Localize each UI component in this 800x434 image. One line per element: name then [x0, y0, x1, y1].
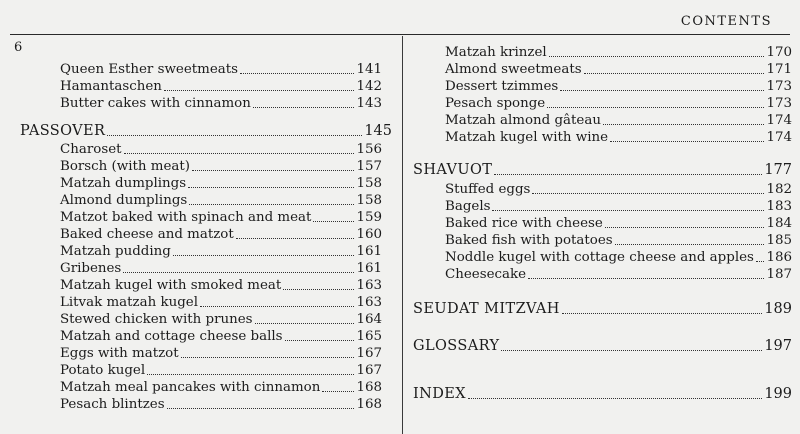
toc-entry-page: 167 — [356, 363, 382, 378]
toc-section-entry — [413, 301, 792, 318]
toc-entry-page: 197 — [764, 338, 792, 354]
toc-entry — [60, 328, 382, 345]
dot-leader — [615, 243, 765, 245]
toc-entry-title: Matzah almond gâteau — [445, 113, 601, 128]
toc-entry-title: Matzah meal pancakes with cinnamon — [60, 380, 321, 395]
toc-entry-title: SEUDAT MITZVAH — [413, 301, 560, 317]
toc-entry-title: Noddle kugel with cottage cheese and apples — [445, 250, 754, 265]
toc-entry-page: 186 — [766, 250, 792, 265]
dot-leader — [240, 72, 354, 74]
dot-leader — [188, 186, 354, 188]
toc-entry — [60, 209, 382, 226]
toc-entry-page: 142 — [356, 79, 382, 94]
dot-leader — [164, 89, 355, 91]
toc-entry-title: Potato kugel — [60, 363, 146, 378]
toc-section-entry — [413, 338, 792, 355]
toc-entry-page: 171 — [766, 62, 792, 77]
dot-leader — [501, 349, 762, 351]
dot-leader — [322, 390, 354, 392]
toc-entry-title: Hamantaschen — [60, 79, 162, 94]
dot-leader — [236, 237, 355, 239]
toc-entry-page: 185 — [766, 233, 792, 248]
dot-leader — [313, 220, 354, 222]
toc-entry-page: 189 — [764, 301, 792, 317]
dot-leader — [610, 140, 764, 142]
dot-leader — [528, 277, 764, 279]
toc-entry-title: Litvak matzah kugel — [60, 295, 198, 310]
toc-entry-title: INDEX — [413, 386, 466, 402]
toc-entry-page: 163 — [356, 278, 382, 293]
toc-entry-page: 164 — [356, 312, 382, 327]
toc-entry-page: 184 — [766, 216, 792, 231]
dot-leader — [562, 312, 762, 314]
toc-entry-title: Cheesecake — [445, 267, 527, 282]
toc-entry-page: 174 — [766, 130, 792, 145]
toc-entry-title: Matzah kugel with wine — [445, 130, 609, 145]
toc-entry-page: 163 — [356, 295, 382, 310]
toc-entry-page: 158 — [356, 193, 382, 208]
toc-entry-title: SHAVUOT — [413, 162, 493, 178]
toc-entry-title: PASSOVER — [20, 123, 106, 139]
toc-entry — [445, 112, 792, 129]
toc-entry-page: 160 — [356, 227, 382, 242]
dot-leader — [756, 260, 765, 262]
toc-entry — [445, 266, 792, 283]
toc-entry — [445, 215, 792, 232]
dot-leader — [547, 106, 764, 108]
dot-leader — [167, 407, 355, 409]
toc-entry — [60, 78, 382, 95]
toc-entry-page: 174 — [766, 113, 792, 128]
toc-entry-title: Butter cakes with cinnamon — [60, 96, 251, 111]
toc-entry-title: Matzah kugel with smoked meat — [60, 278, 282, 293]
toc-entry-page: 167 — [356, 346, 382, 361]
dot-leader — [200, 305, 354, 307]
toc-entry-page: 156 — [356, 142, 382, 157]
toc-entry-page: 143 — [356, 96, 382, 111]
dot-leader — [532, 192, 764, 194]
toc-entry-page: 173 — [766, 79, 792, 94]
toc-entry — [60, 277, 382, 294]
toc-entry — [60, 311, 382, 328]
running-head: CONTENTS — [680, 14, 772, 29]
dot-leader — [255, 322, 355, 324]
toc-entry — [60, 95, 382, 112]
column-divider — [402, 36, 403, 434]
toc-entry-title: Gribenes — [60, 261, 122, 276]
toc-entry — [445, 44, 792, 61]
toc-entry-page: 182 — [766, 182, 792, 197]
dot-leader — [283, 288, 354, 290]
toc-entry — [60, 294, 382, 311]
toc-entry-title: Baked cheese and matzot — [60, 227, 234, 242]
toc-entry-page: 183 — [766, 199, 792, 214]
dot-leader — [123, 271, 354, 273]
toc-entry-page: 145 — [364, 123, 392, 139]
toc-entry — [60, 175, 382, 192]
toc-entry — [60, 379, 382, 396]
toc-entry-title: Matzah pudding — [60, 244, 171, 259]
toc-entry-page: 177 — [764, 162, 792, 178]
toc-entry — [445, 198, 792, 215]
dot-leader — [468, 397, 762, 399]
toc-entry-page: 170 — [766, 45, 792, 60]
toc-entry-page: 157 — [356, 159, 382, 174]
toc-entry-title: Dessert tzimmes — [445, 79, 559, 94]
toc-entry — [60, 362, 382, 379]
dot-leader — [560, 89, 764, 91]
toc-entry-title: Matzot baked with spinach and meat — [60, 210, 312, 225]
dot-leader — [107, 134, 362, 136]
dot-leader — [181, 356, 355, 358]
toc-entry-title: Matzah dumplings — [60, 176, 187, 191]
toc-entry — [60, 192, 382, 209]
toc-entry-title: Stuffed eggs — [445, 182, 531, 197]
toc-entry-page: 168 — [356, 397, 382, 412]
toc-entry — [60, 260, 382, 277]
toc-entry-title: Charoset — [60, 142, 122, 157]
dot-leader — [189, 203, 354, 205]
toc-entry-title: Almond sweetmeats — [445, 62, 582, 77]
dot-leader — [124, 152, 355, 154]
toc-entry — [445, 232, 792, 249]
toc-entry-page: 173 — [766, 96, 792, 111]
toc-entry-title: Matzah and cottage cheese balls — [60, 329, 283, 344]
toc-entry-page: 199 — [764, 386, 792, 402]
toc-entry-title: Pesach blintzes — [60, 397, 165, 412]
toc-entry-page: 165 — [356, 329, 382, 344]
toc-entry — [60, 243, 382, 260]
toc-entry-page: 161 — [356, 261, 382, 276]
toc-entry-title: Eggs with matzot — [60, 346, 179, 361]
toc-entry-title: Bagels — [445, 199, 491, 214]
dot-leader — [253, 106, 355, 108]
dot-leader — [192, 169, 354, 171]
toc-entry — [445, 129, 792, 146]
dot-leader — [492, 209, 764, 211]
dot-leader — [494, 173, 762, 175]
toc-entry-page: 161 — [356, 244, 382, 259]
toc-entry-title: Borsch (with meat) — [60, 159, 190, 174]
page-number: 6 — [14, 40, 23, 55]
toc-entry — [60, 141, 382, 158]
toc-entry — [60, 61, 382, 78]
toc-entry — [60, 226, 382, 243]
toc-entry — [60, 158, 382, 175]
toc-entry-title: Baked fish with potatoes — [445, 233, 613, 248]
header-rule — [10, 34, 790, 35]
toc-entry-page: 158 — [356, 176, 382, 191]
toc-section-entry — [413, 162, 792, 179]
toc-entry-page: 159 — [356, 210, 382, 225]
toc-entry — [445, 78, 792, 95]
toc-entry-title: Queen Esther sweetmeats — [60, 62, 238, 77]
dot-leader — [147, 373, 354, 375]
dot-leader — [603, 123, 764, 125]
toc-entry-title: Pesach sponge — [445, 96, 546, 111]
toc-entry-page: 187 — [766, 267, 792, 282]
toc-entry — [60, 345, 382, 362]
toc-entry — [60, 396, 382, 413]
toc-entry-page: 141 — [356, 62, 382, 77]
dot-leader — [285, 339, 355, 341]
toc-entry — [445, 95, 792, 112]
toc-entry-title: Baked rice with cheese — [445, 216, 603, 231]
dot-leader — [605, 226, 765, 228]
dot-leader — [584, 72, 765, 74]
toc-entry — [445, 181, 792, 198]
dot-leader — [173, 254, 355, 256]
toc-entry-title: Almond dumplings — [60, 193, 188, 208]
toc-section-entry — [413, 386, 792, 403]
toc-section-entry — [20, 123, 392, 140]
toc-entry-title: Stewed chicken with prunes — [60, 312, 253, 327]
toc-entry — [445, 61, 792, 78]
toc-entry-title: GLOSSARY — [413, 338, 500, 354]
dot-leader — [549, 55, 765, 57]
toc-entry — [445, 249, 792, 266]
toc-entry-page: 168 — [356, 380, 382, 395]
toc-entry-title: Matzah krinzel — [445, 45, 547, 60]
